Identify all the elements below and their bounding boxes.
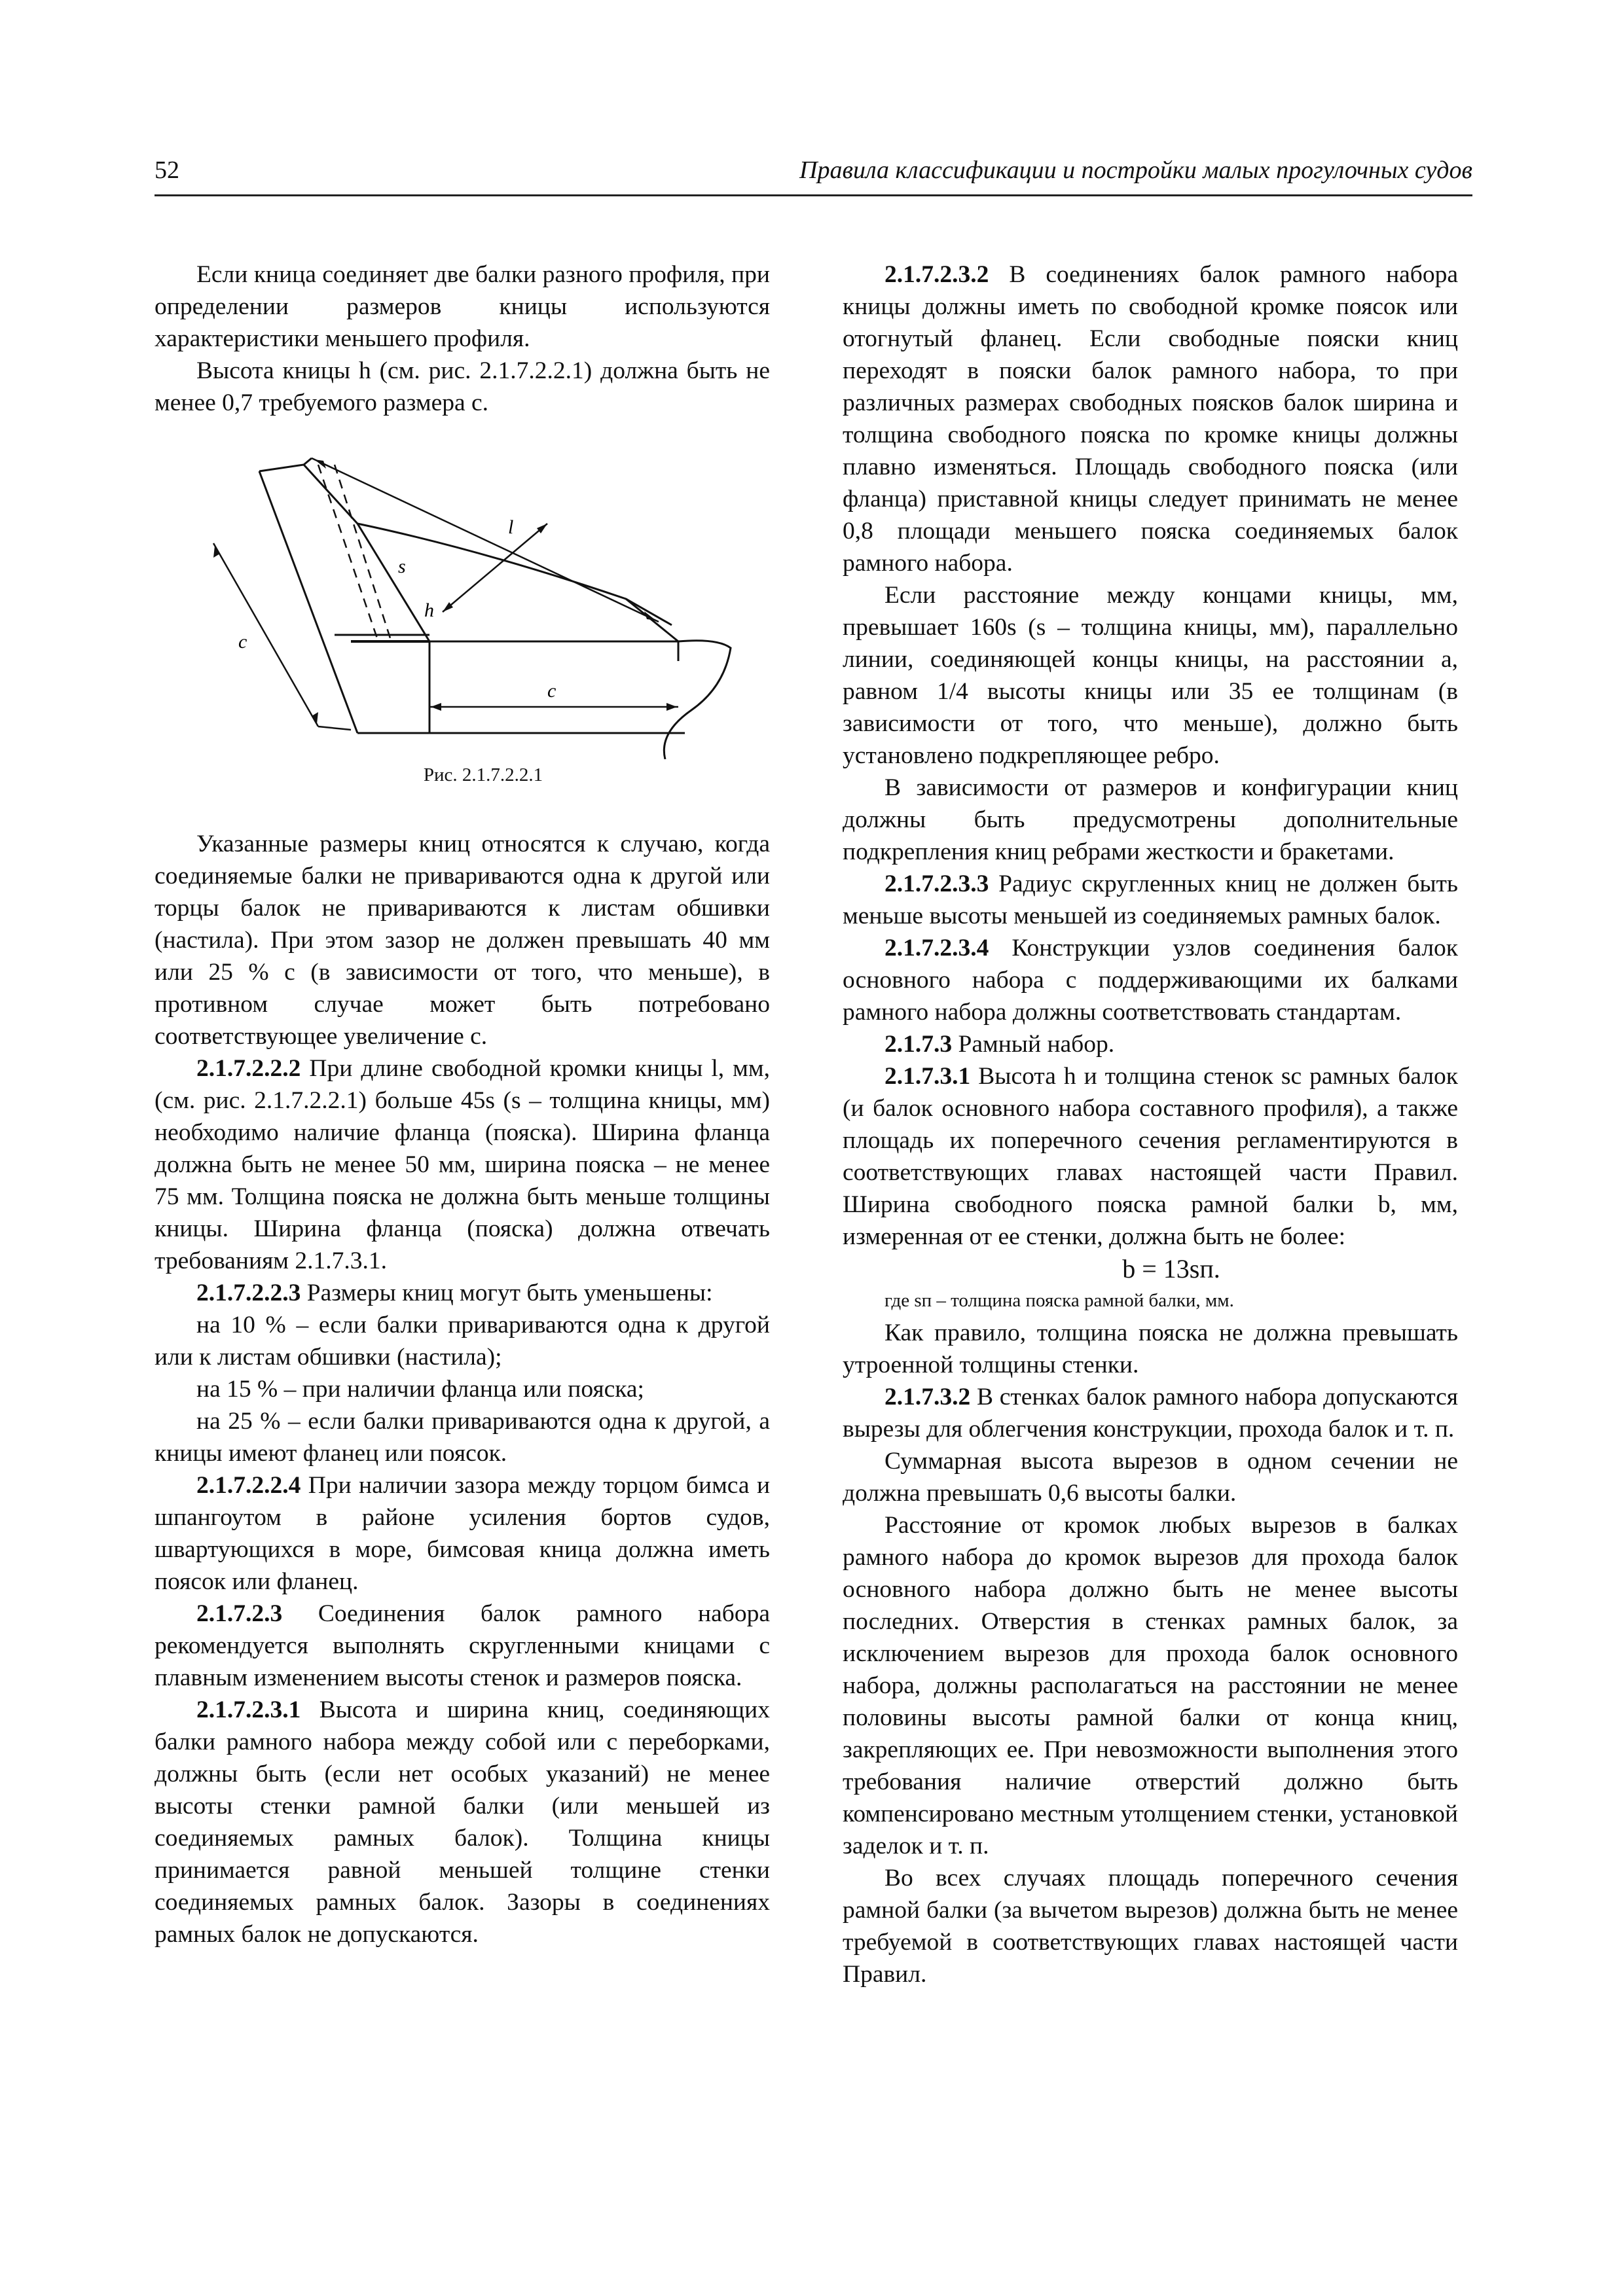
paragraph: Если расстояние между концами кницы, мм, превышает 160s (s – толщина кницы, мм), параллельно линии, соединяющей концы кницы, на расстоянии a, равном 1/4 высоты кницы или 35 ее толщинам (в зависимости от того, что меньше), должно быть установлено подкрепляющее ребро. [843, 582, 1458, 769]
paragraph [155, 1469, 770, 1598]
bracket-diagram [155, 452, 770, 759]
paragraph: на 25 % – если балки привариваются одна к другой, а кницы имеют фланец или поясок. [155, 1408, 770, 1467]
paragraph [843, 1028, 1458, 1060]
paragraph: Как правило, толщина пояска не должна превышать утроенной толщины стенки. [843, 1319, 1458, 1378]
paragraph-text: Конструкции узлов соединения балок основного набора с поддерживающими их балками рамного набора должны соответствовать стандартам. [843, 935, 1459, 1026]
section-number: 2.1.7.3.1 [884, 1063, 971, 1090]
formula: b = 13sп. [1122, 1254, 1220, 1283]
label-s: s [398, 556, 406, 577]
paragraph: Во всех случаях площадь поперечного сечения рамной балки (за вычетом вырезов) должна быть не менее требуемой в соответствующих главах настоящей части Правил. [843, 1865, 1458, 1988]
section-number: 2.1.7.2.3 [196, 1600, 283, 1627]
paragraph: Расстояние от кромок любых вырезов в балках рамного набора до кромок вырезов для прохода балок основного набора должно быть не менее высоты последних. Отверстия в стенках рамных балок, за исключением вырезов для прохода балок основного набора, должны располагаться на расстоянии не менее половины высоты рамной балки от конца книц, закрепляющих ее. При невозможности выполнения этого требования наличие отверстий должно быть компенсировано местным утолщением стенки, установкой заделок и т. п. [843, 1512, 1458, 1859]
label-c-left: c [238, 631, 247, 653]
formula-note: где sп – толщина пояска рамной балки, мм. [884, 1290, 1234, 1311]
paragraph [155, 1277, 770, 1309]
paragraph [843, 259, 1458, 579]
paragraph [843, 1060, 1458, 1253]
paragraph [843, 932, 1458, 1028]
paragraph [843, 1381, 1458, 1445]
section-number: 2.1.7.2.3.2 [884, 261, 989, 288]
paragraph-text: Размеры книц могут быть уменьшены: [306, 1280, 713, 1306]
paragraph [155, 1052, 770, 1277]
paragraph: Высота кницы h (см. рис. 2.1.7.2.2.1) должна быть не менее 0,7 требуемого размера c. [155, 357, 770, 416]
section-number: 2.1.7.2.3.4 [884, 935, 989, 961]
section-number: 2.1.7.3.2 [884, 1384, 971, 1410]
section-number: 2.1.7.2.3.1 [196, 1696, 301, 1723]
paragraph: Указанные размеры книц относятся к случаю, когда соединяемые балки не привариваются одна к другой или торцы балок не привариваются к листам обшивки (настила). При этом зазор не должен превышать 40 мм или 25 % c (в зависимости от того, что меньше), в противном случае может быть потребовано соответствующее увеличение c. [155, 831, 770, 1050]
paragraph [155, 1694, 770, 1950]
left-column [155, 259, 770, 1950]
label-l: l [508, 516, 514, 538]
label-h: h [424, 600, 434, 621]
paragraph-text: Высота h и толщина стенок sс рамных балок (и балок основного набора составного профиля), а также площадь их поперечного сечения регламентируются в соответствующих главах настоящей части Правил. Ширина свободного пояска рамной балки b, мм, измеренная от ее стенки, должна быть не более: [843, 1063, 1458, 1250]
label-c-bottom: c [547, 680, 556, 702]
header-rule [155, 194, 1472, 196]
section-number: 2.1.7.2.3.3 [884, 870, 989, 897]
figure-caption: Рис. 2.1.7.2.2.1 [423, 764, 543, 785]
paragraph-text: В стенках балок рамного набора допускаются вырезы для облегчения конструкции, прохода балок и т. п. [843, 1384, 1458, 1443]
paragraph: Суммарная высота вырезов в одном сечении не должна превышать 0,6 высоты балки. [843, 1448, 1458, 1507]
paragraph: на 10 % – если балки привариваются одна к другой или к листам обшивки (настила); [155, 1312, 770, 1371]
section-number: 2.1.7.2.2.4 [196, 1472, 301, 1499]
paragraph-text: Высота и ширина книц, соединяющих балки рамного набора между собой или с переборками, должны быть (если нет особых указаний) не менее высоты стенки рамной балки (или меньшей из соединяемых рамных балок). Толщина кницы принимается равной меньшей толщине стенки соединяемых рамных балок. Зазоры в соединениях рамных балок не допускаются. [155, 1696, 771, 1948]
paragraph: В зависимости от размеров и конфигурации книц должны быть предусмотрены дополнительные подкрепления книц ребрами жесткости и бракетами. [843, 774, 1458, 865]
paragraph-text: Рамный набор. [958, 1031, 1115, 1058]
page-number: 52 [155, 156, 179, 184]
section-number: 2.1.7.3 [884, 1031, 953, 1058]
paragraph: Если кница соединяет две балки разного профиля, при определении размеров кницы используются характеристики меньшего профиля. [155, 261, 770, 352]
knee-bracket-figure [155, 452, 770, 759]
paragraph-text: Радиус скругленных книц не должен быть меньше высоты меньшей из соединяемых рамных балок. [843, 870, 1459, 929]
paragraph-text: При длине свободной кромки кницы l, мм, (см. рис. 2.1.7.2.2.1) больше 45s (s – толщина кницы, мм) необходимо наличие фланца (пояска). Ширина фланца должна быть не менее 50 мм, ширина пояска – не менее 75 мм. Толщина пояска не должна быть меньше толщины кницы. Ширина фланца (пояска) должна отвечать требованиям 2.1.7.3.1. [155, 1055, 770, 1274]
paragraph-text: Соединения балок рамного набора рекомендуется выполнять скругленными кницами с плавным изменением высоты стенок и размеров пояска. [155, 1600, 770, 1691]
paragraph [155, 1598, 770, 1694]
section-number: 2.1.7.2.2.2 [196, 1055, 301, 1082]
section-number: 2.1.7.2.2.3 [196, 1280, 301, 1306]
paragraph [843, 868, 1458, 932]
page-header [155, 156, 1472, 192]
paragraph-text: В соединениях балок рамного набора кницы должны иметь по свободной кромке поясок или отогнутый фланец. Если свободные пояски книц переходят в пояски балок рамного набора, то при различных размерах свободных поясков балок ширина и толщина свободного пояска по кромке кницы должны плавно изменяться. Площадь свободного пояска (или фланца) приставной кницы следует принимать не менее 0,8 площади меньшего пояска соединяемых балок рамного набора. [843, 261, 1459, 577]
paragraph-text: При наличии зазора между торцом бимса и шпангоутом в районе усиления бортов судов, швартующихся в море, бимсовая кница должна иметь поясок или фланец. [155, 1472, 771, 1595]
right-column [843, 259, 1458, 1990]
paragraph: на 15 % – при наличии фланца или пояска; [196, 1376, 644, 1403]
running-title: Правила классификации и постройки малых прогулочных судов [799, 156, 1472, 184]
